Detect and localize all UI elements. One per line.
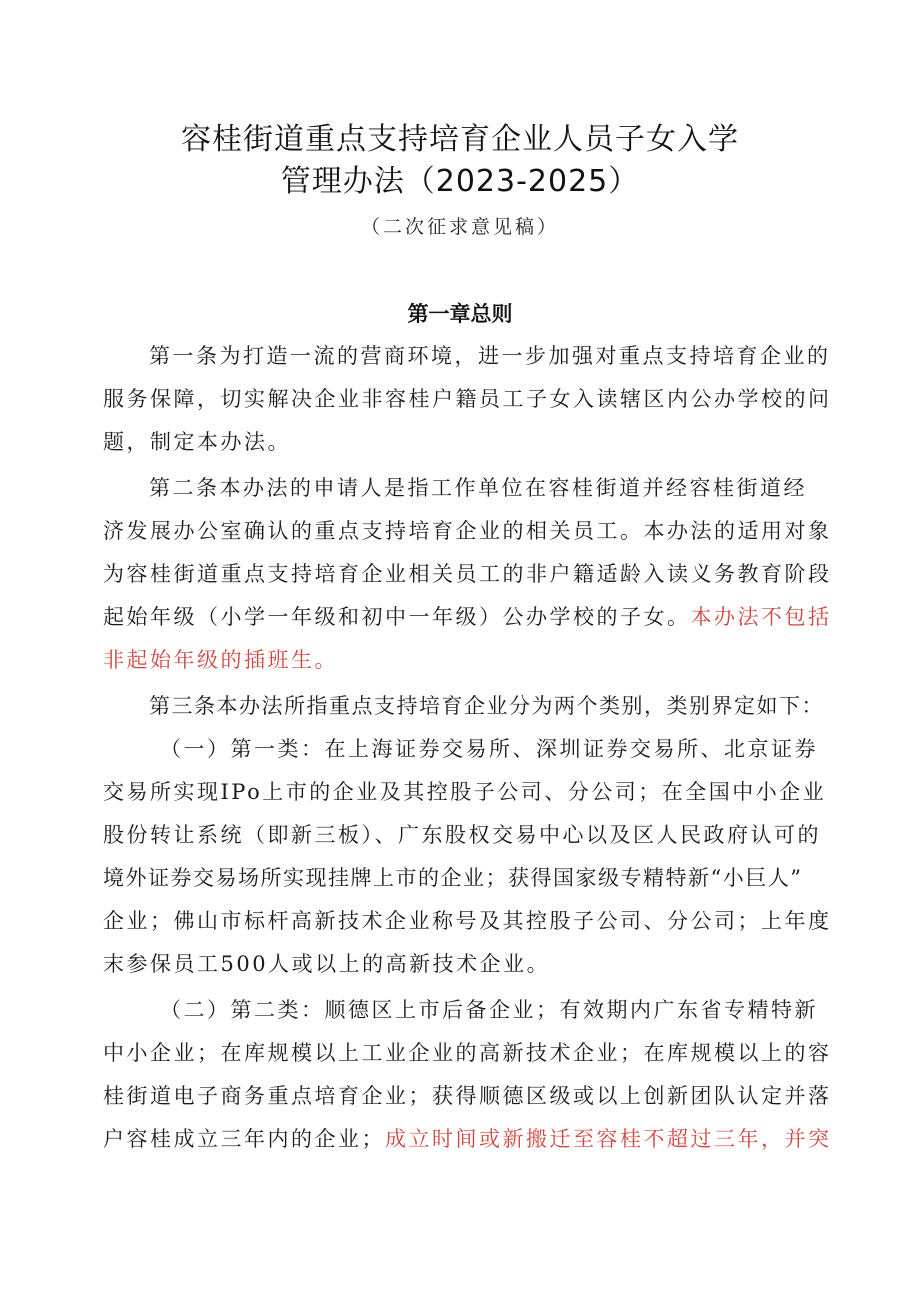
category-2-line-2: 中小企业；在库规模以上工业企业的高新技术企业；在库规模以上的容 [103, 1041, 832, 1065]
highlighted-text: 成立时间或新搬迁至容桂不超过三年，并突 [385, 1127, 832, 1151]
category-1-line-3: 股份转让系统（即新三板）、广东股权交易中心以及区人民政府认可的 [103, 823, 821, 847]
article-2-line-4-text: 起始年级（小学一年级和初中一年级）公办学校的子女。 [103, 605, 691, 629]
category-2-line-4-text: 户容桂成立三年内的企业； [103, 1127, 385, 1151]
highlighted-text: 本办法不包括 [690, 605, 832, 629]
category-1-line-2: 交易所实现IPo上市的企业及其控股子公司、分公司；在全国中小企业 [103, 780, 827, 804]
article-2-line-4 [103, 601, 832, 633]
document-title-line-2: 管理办法（2023-2025） [280, 164, 640, 199]
document-title-line-1: 容桂街道重点支持培育企业人员子女入学 [181, 122, 739, 157]
category-1-line-6: 末参保员工500人或以上的高新技术企业。 [103, 952, 551, 976]
category-2-line-4 [103, 1123, 832, 1155]
category-1-line-1: （一）第一类：在上海证券交易所、深圳证券交易所、北京证券 [160, 737, 818, 761]
document-subtitle: （二次征求意见稿） [360, 216, 559, 238]
article-3-intro: 第三条本办法所指重点支持培育企业分为两个类别，类别界定如下： [149, 694, 824, 718]
article-1-line-1: 第一条为打造一流的营商环境，进一步加强对重点支持培育企业的 [149, 344, 831, 368]
category-1-line-4: 境外证券交易场所实现挂牌上市的企业；获得国家级专精特新“小巨人” [103, 866, 803, 890]
category-1-line-5: 企业；佛山市标杆高新技术企业称号及其控股子公司、分公司；上年度 [103, 909, 832, 933]
article-2-line-3: 为容桂街道重点支持培育企业相关员工的非户籍适龄入读义务教育阶段 [103, 562, 832, 586]
category-2-line-1: （二）第二类：顺德区上市后备企业；有效期内广东省专精特新 [160, 998, 818, 1022]
article-2-line-2: 济发展办公室确认的重点支持培育企业的相关员工。本办法的适用对象 [103, 519, 832, 543]
article-1-line-3: 题，制定本办法。 [103, 430, 291, 454]
article-1-line-2: 服务保障，切实解决企业非容桂户籍员工子女入读辖区内公办学校的问 [103, 387, 832, 411]
category-2-line-3: 桂街道电子商务重点培育企业；获得顺德区级或以上创新团队认定并落 [103, 1084, 832, 1108]
chapter-heading: 第一章总则 [407, 302, 513, 326]
article-2-line-5-highlighted: 非起始年级的插班生。 [103, 648, 338, 672]
article-2-line-1: 第二条本办法的申请人是指工作单位在容桂街道并经容桂街道经 [149, 476, 807, 500]
